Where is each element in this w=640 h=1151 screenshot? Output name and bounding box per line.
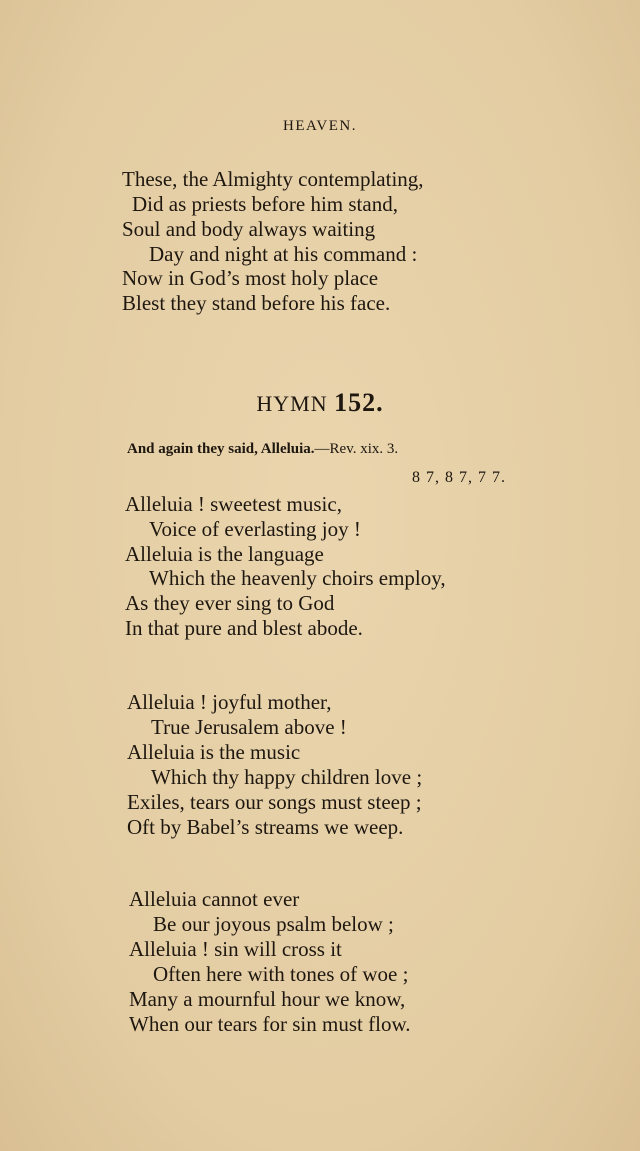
stanza-line: Soul and body always waiting: [122, 217, 376, 241]
stanza-line: Day and night at his command :: [149, 242, 418, 266]
stanza-line: Alleluia ! joyful mother,: [127, 690, 332, 714]
stanza-line: Blest they stand before his face.: [122, 291, 391, 315]
stanza-line: Often here with tones of woe ;: [153, 962, 409, 986]
stanza-line: Alleluia ! sweetest music,: [125, 492, 342, 516]
epigraph-text: And again they said, Alleluia.: [127, 441, 315, 457]
stanza-line: Voice of everlasting joy !: [149, 517, 361, 541]
hymn-title: [0, 388, 640, 418]
epigraph: [127, 441, 398, 458]
stanza-line: Be our joyous psalm below ;: [153, 912, 394, 936]
stanza-line: Did as priests before him stand,: [132, 192, 398, 216]
stanza-line: Which thy happy children love ;: [151, 765, 423, 789]
running-head: HEAVEN.: [283, 118, 357, 134]
hymn-number: 152.: [334, 388, 384, 417]
hymn-label: HYMN: [256, 391, 328, 416]
stanza-line: Alleluia is the language: [125, 542, 324, 566]
hymn-meter: 8 7, 8 7, 7 7.: [412, 469, 506, 486]
epigraph-reference: —Rev. xix. 3.: [314, 441, 399, 457]
stanza-line: As they ever sing to God: [125, 591, 335, 615]
stanza-line: Which the heavenly choirs employ,: [149, 566, 446, 590]
stanza-line: True Jerusalem above !: [151, 715, 347, 739]
stanza-line: When our tears for sin must flow.: [129, 1012, 411, 1036]
stanza-line: Alleluia cannot ever: [129, 887, 300, 911]
stanza-line: Many a mournful hour we know,: [129, 987, 406, 1011]
stanza-line: Alleluia is the music: [127, 740, 301, 764]
stanza-line: Exiles, tears our songs must steep ;: [127, 790, 422, 814]
stanza-line: In that pure and blest abode.: [125, 616, 363, 640]
stanza-line: Now in God’s most holy place: [122, 266, 379, 290]
stanza-line: Oft by Babel’s streams we weep.: [127, 815, 404, 839]
stanza-line: Alleluia ! sin will cross it: [129, 937, 342, 961]
stanza-line: These, the Almighty contemplating,: [122, 167, 424, 191]
